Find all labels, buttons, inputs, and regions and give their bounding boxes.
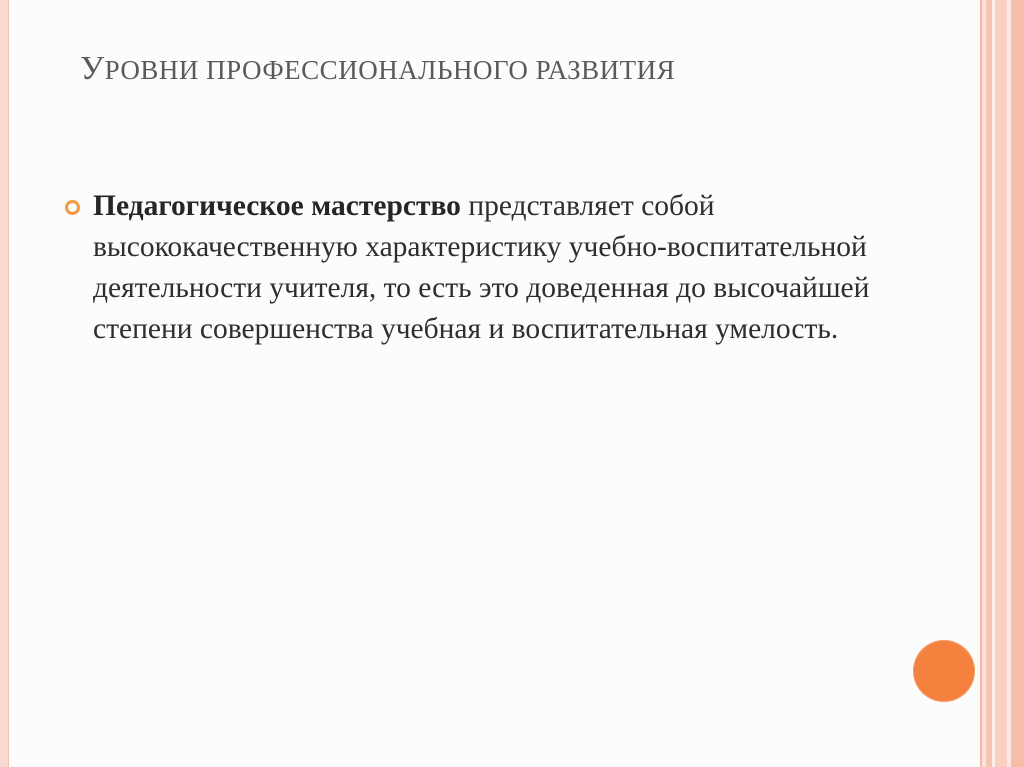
bullet-bold-lead: Педагогическое мастерство xyxy=(93,190,461,222)
left-border-strip xyxy=(0,0,8,767)
slide-title xyxy=(80,50,960,88)
bullet-body: представляет собой высококачественную характеристику учебно-воспитательной деятельности учителя, то есть это доведенная до высочайшей степени совершенства учебная и воспитательная умелость. xyxy=(93,190,870,345)
bullet-item xyxy=(60,186,920,350)
stripe xyxy=(995,0,1007,767)
right-decorative-stripes xyxy=(980,0,1024,767)
title-first-letter: У xyxy=(80,50,105,87)
title-rest: РОВНИ ПРОФЕССИОНАЛЬНОГО РАЗВИТИЯ xyxy=(104,55,676,85)
ring-bullet-icon xyxy=(65,200,80,215)
bullet-text xyxy=(93,186,920,350)
orange-circle-decoration xyxy=(913,640,975,702)
stripe xyxy=(1011,0,1024,767)
